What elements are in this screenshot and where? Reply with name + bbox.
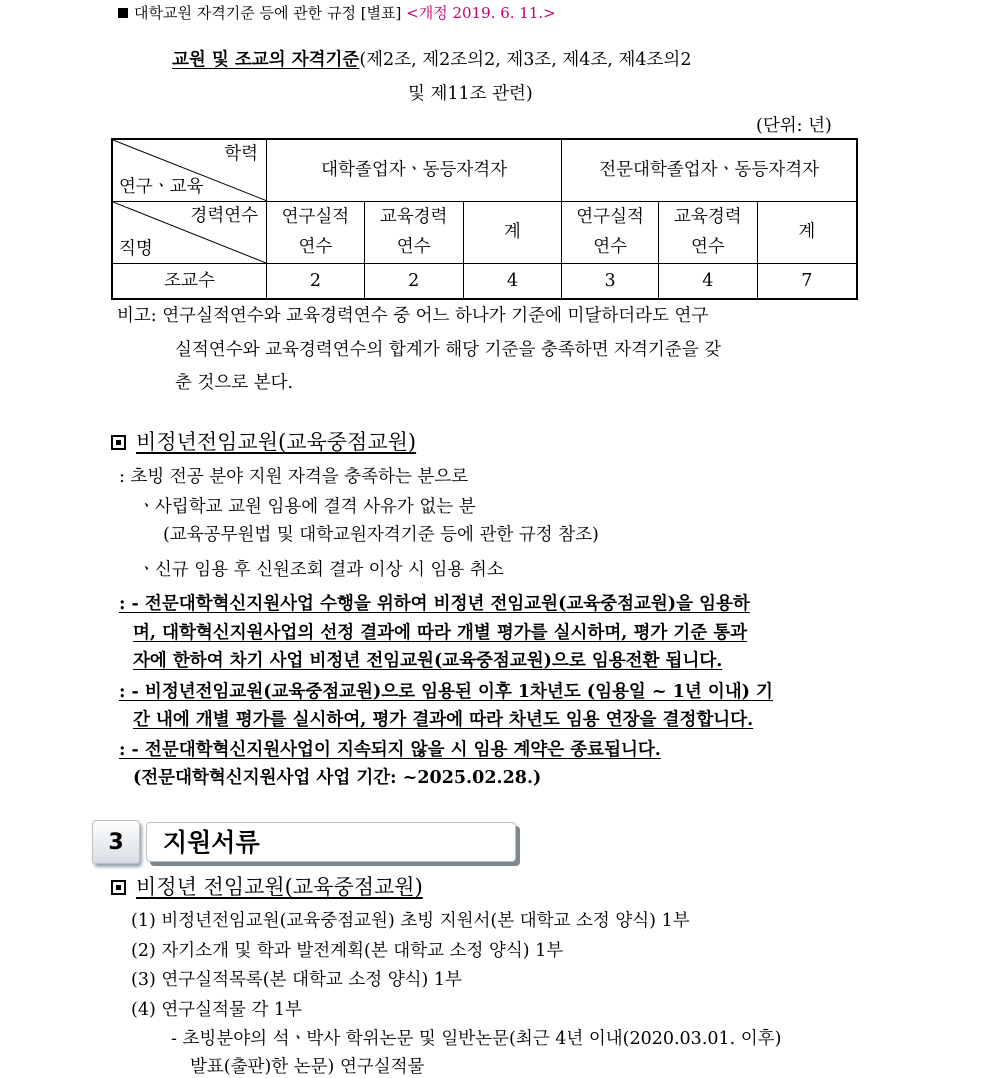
document-header [118, 2, 556, 23]
table-unit: (단위: 년) [756, 116, 832, 136]
subheader-teaching-years-2: 교육경력 연수 [658, 201, 757, 263]
header-square-icon [118, 8, 128, 18]
corner-label-position: 직명 [119, 238, 153, 259]
subheader-research-years-1: 연구실적 연수 [267, 201, 365, 263]
section-title-documents: 지원서류 [146, 822, 516, 862]
table-title-ref-2: 및 제11조 관련) [408, 84, 533, 104]
section-number-badge: 3 [92, 820, 140, 864]
subheader-total-2: 계 [757, 201, 857, 263]
notice-line: : - 비정년전임교원(교육중점교원)으로 임용된 이후 1차년도 (임용일 ~ 1년 이내) 기 [119, 682, 773, 702]
cell-value: 4 [463, 263, 562, 299]
document-sub-item: - 초빙분야의 석ㆍ박사 학위논문 및 일반논문(최근 4년 이내(2020.03.01. 이후) [171, 1029, 782, 1049]
corner-label-years: 경력연수 [190, 205, 259, 226]
group-header-college: 전문대학졸업자ㆍ동등자격자 [562, 139, 857, 201]
table-row [112, 263, 857, 299]
cell-value: 3 [562, 263, 659, 299]
corner-cell-position [112, 201, 267, 263]
qualification-line: ㆍ사립학교 교원 임용에 결격 사유가 없는 분 [138, 497, 476, 517]
cell-value: 7 [757, 263, 857, 299]
qualification-line: : 초빙 전공 분야 지원 자격을 충족하는 분으로 [119, 467, 469, 487]
document-item: (1) 비정년전임교원(교육중점교원) 초빙 지원서(본 대학교 소정 양식) 1부 [131, 911, 690, 931]
notice-line: 자에 한하여 차기 사업 비정년 전임교원(교육중점교원)으로 임용전환 됩니다. [133, 651, 723, 671]
section-heading-text: 비정년전임교원(교육중점교원) [136, 430, 417, 454]
cell-value: 4 [658, 263, 757, 299]
document-item: (3) 연구실적목록(본 대학교 소정 양식) 1부 [131, 970, 462, 990]
corner-cell-education [112, 139, 267, 201]
cell-value: 2 [364, 263, 463, 299]
table-title-ref-1: (제2조, 제2조의2, 제3조, 제4조, 제4조의2 [359, 50, 692, 70]
section-heading-nontenure [111, 426, 416, 456]
section3-subheading-text: 비정년 전임교원(교육중점교원) [136, 875, 423, 899]
cell-value: 2 [267, 263, 365, 299]
subheader-total-1: 계 [463, 201, 562, 263]
notice-line: : - 전문대학혁신지원사업 수행을 위하여 비정년 전임교원(교육중점교원)을 임용하 [119, 594, 750, 614]
group-header-university: 대학졸업자ㆍ동등자격자 [267, 139, 562, 201]
document-item: (2) 자기소개 및 학과 발전계획(본 대학교 소정 양식) 1부 [131, 941, 564, 961]
row-title-assistant-professor: 조교수 [112, 263, 267, 299]
document-item: (4) 연구실적물 각 1부 [131, 1000, 302, 1020]
document-sub-item: 발표(출판)한 논문) 연구실적물 [190, 1057, 425, 1077]
notice-line: : - 전문대학혁신지원사업이 지속되지 않을 시 임용 계약은 종료됩니다. [119, 740, 661, 760]
subheader-research-years-2: 연구실적 연수 [562, 201, 659, 263]
corner-label-research: 연구ㆍ교육 [119, 176, 204, 197]
qualification-table [111, 138, 858, 300]
subheader-teaching-years-1: 교육경력 연수 [364, 201, 463, 263]
table-title-main: 교원 및 조교의 자격기준 [172, 50, 360, 70]
remark-line-3: 춘 것으로 본다. [175, 373, 294, 393]
qualification-line: (교육공무원법 및 대학교원자격기준 등에 관한 규정 참조) [163, 525, 599, 545]
boxed-square-icon [111, 880, 126, 895]
boxed-square-icon [111, 435, 126, 450]
revision-note: <개정 2019. 6. 11.> [406, 4, 556, 22]
header-text: 대학교원 자격기준 등에 관한 규정 [별표] [134, 4, 402, 22]
notice-line: 며, 대학혁신지원사업의 선정 결과에 따라 개별 평가를 실시하며, 평가 기준 통과 [133, 623, 748, 643]
notice-line: (전문대학혁신지원사업 사업 기간: ~2025.02.28.) [133, 768, 542, 788]
section3-subheading [111, 871, 423, 901]
corner-label-education: 학력 [224, 144, 259, 164]
qualification-line: ㆍ신규 임용 후 신원조회 결과 이상 시 임용 취소 [138, 560, 504, 580]
notice-line: 간 내에 개별 평가를 실시하여, 평가 결과에 따라 차년도 임용 연장을 결정합니다. [133, 710, 754, 730]
remark-line-1: 비고: 연구실적연수와 교육경력연수 중 어느 하나가 기준에 미달하더라도 연구 [117, 306, 709, 326]
remark-line-2: 실적연수와 교육경력연수의 합계가 해당 기준을 충족하면 자격기준을 갖 [175, 340, 722, 360]
table-title [172, 46, 691, 71]
